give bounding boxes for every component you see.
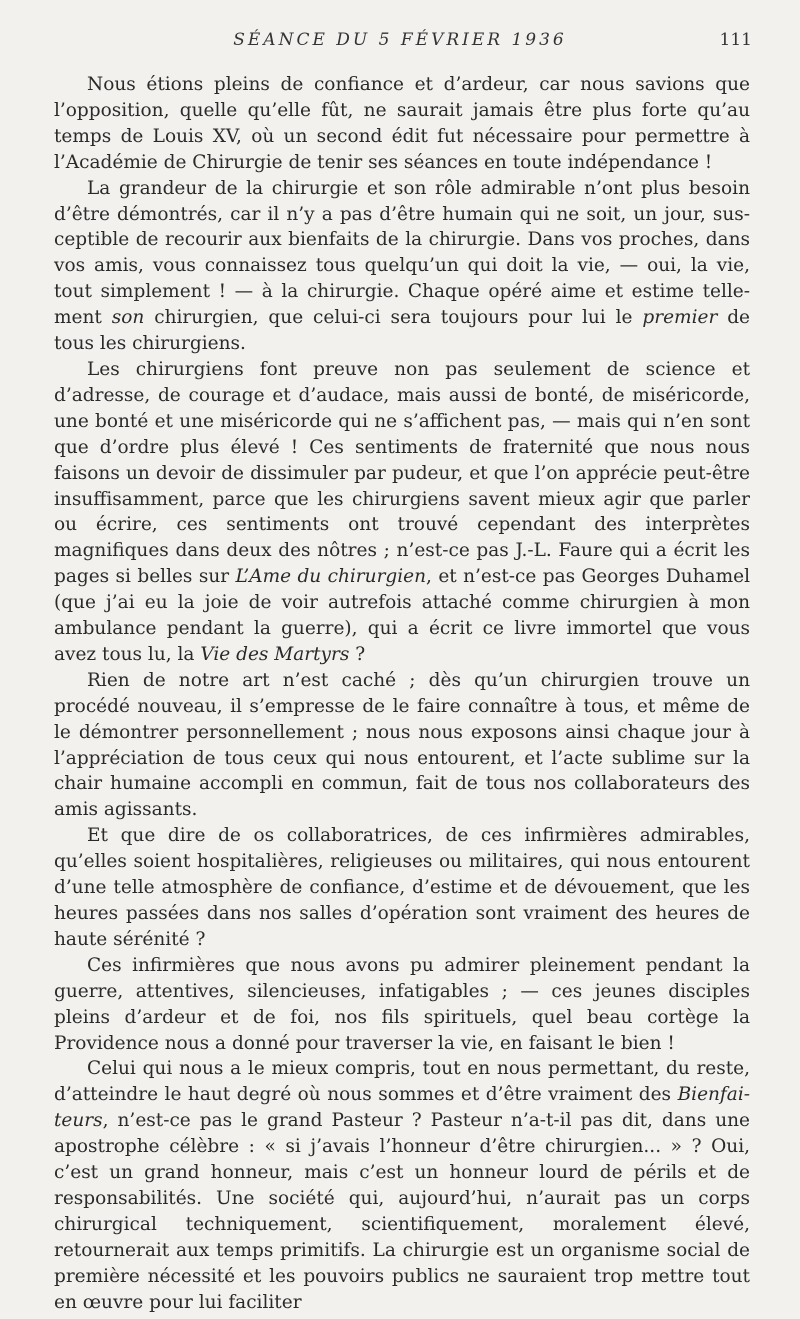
paragraph [54, 1056, 750, 1315]
book-title: L’Ame du chirurgien [235, 566, 427, 588]
book-title: Vie des Martyrs [200, 643, 350, 665]
paragraph-text: ? [349, 643, 366, 665]
paragraph [54, 953, 750, 1057]
running-head: SÉANCE DU 5 FÉVRIER 1936 [233, 30, 567, 50]
paragraph [54, 357, 750, 668]
paragraph [54, 176, 750, 357]
body-text [54, 72, 750, 1316]
paragraph [54, 72, 750, 176]
paragraph [54, 668, 750, 823]
paragraph [54, 823, 750, 953]
paragraph-text: Ces infirmières que nous avons pu admirer pleinement pendant la guerre, attentives, silencieuses, infatigables ; — ces jeunes disciples pleins d’ardeur et de foi, nos fils spirituels, quel beau cortège la Providence nous a donné pour traverser la vie, en faisant le bien ! [54, 954, 750, 1054]
paragraph-text: Celui qui nous a le mieux compris, tout en nous permettant, du reste, d’atteindre le haut degré où nous sommes et d’être vraiment des [54, 1058, 750, 1106]
italic-emphasis: son [111, 307, 145, 329]
paragraph-text: Nous étions pleins de confiance et d’ardeur, car nous savions que l’opposition, quelle qu’elle fût, ne saurait jamais être plus forte qu’au temps de Louis XV, où un second édit fut nécessaire pour permettre à l’Académie de Chirurgie de tenir ses séances en toute indépendance ! [54, 74, 750, 173]
italic-emphasis: premier [642, 307, 718, 329]
paragraph-text: La grandeur de la chirurgie et son rôle admirable n’ont plus besoin d’être démontrés, car il n’y a pas d’être humain qui ne soit, un jour, susceptible de recourir aux bienfaits de la chirurgie. Dans vos proches, dans vos amis, vous connaissez tous quelqu’un qui doit la vie, — oui, la vie, tout simplement ! — à la chirurgie. Chaque opéré aime et estime tellement [54, 177, 750, 329]
italic-emphasis: Bienfaiteurs [54, 1084, 750, 1132]
paragraph-text: de tous les chirurgiens. [54, 307, 751, 355]
paragraph-text: Et que dire de os collaboratrices, de ces infirmières admirables, qu’elles soient hospitalières, religieuses ou militaires, qui nous entourent d’une telle atmosphère de confiance, d’estime et de dévouement, que les heures passées dans nos salles d’opération sont vraiment des heures de haute sérénité ? [54, 825, 750, 950]
paragraph-text: , et n’est-ce pas Georges Duhamel (que j’ai eu la joie de voir autrefois attaché comme chirurgien à mon ambulance pendant la guerre), qui a écrit ce livre immortel que vous avez tous lu, la [54, 566, 750, 665]
page-number: 111 [719, 30, 752, 50]
page-header [0, 30, 800, 54]
paragraph-text: , n’est-ce pas le grand Pasteur ? Pasteur n’a-t-il pas dit, dans une apostrophe célèbre : « si j’avais l’honneur d’être chirurgien... » ? Oui, c’est un grand honneur, mais c’est un honneur lourd de périls et de responsabilités. Une société qui, aujourd’hui, n’aurait pas un corps chirurgical techniquement, scientifiquement, moralement élevé, retournerait aux temps primitifs. La chirurgie est un organisme social de première nécessité et les pouvoirs publics ne sauraient trop mettre tout en œuvre pour lui faciliter [54, 1110, 750, 1313]
paragraph-text: Rien de notre art n’est caché ; dès qu’un chirurgien trouve un procédé nouveau, il s’empresse de le faire connaître à tous, et même de le démontrer personnellement ; nous nous exposons ainsi chaque jour à l’appréciation de tous ceux qui nous entourent, et l’acte sublime sur la chair humaine accompli en commun, fait de tous nos collaborateurs des amis agissants. [54, 669, 750, 821]
paragraph-text: Les chirurgiens font preuve non pas seulement de science et d’adresse, de courage et d’audace, mais aussi de bonté, de miséricorde, une bonté et une miséricorde qui ne s’affichent pas, — mais qui n’en sont que d’ordre plus élevé ! Ces sentiments de fraternité que nous nous faisons un devoir de dissimuler par pudeur, et que l’on apprécie peut-être insuffisamment, parce que les chirurgiens savent mieux agir que parler ou écrire, ces sentiments ont trouvé cependant des interprètes magnifiques dans deux des nôtres ; n’est-ce pas J.-L. Faure qui a écrit les pages si belles sur [54, 358, 750, 588]
paragraph-text: chirurgien, que celui-ci sera toujours pour lui le [144, 307, 643, 329]
